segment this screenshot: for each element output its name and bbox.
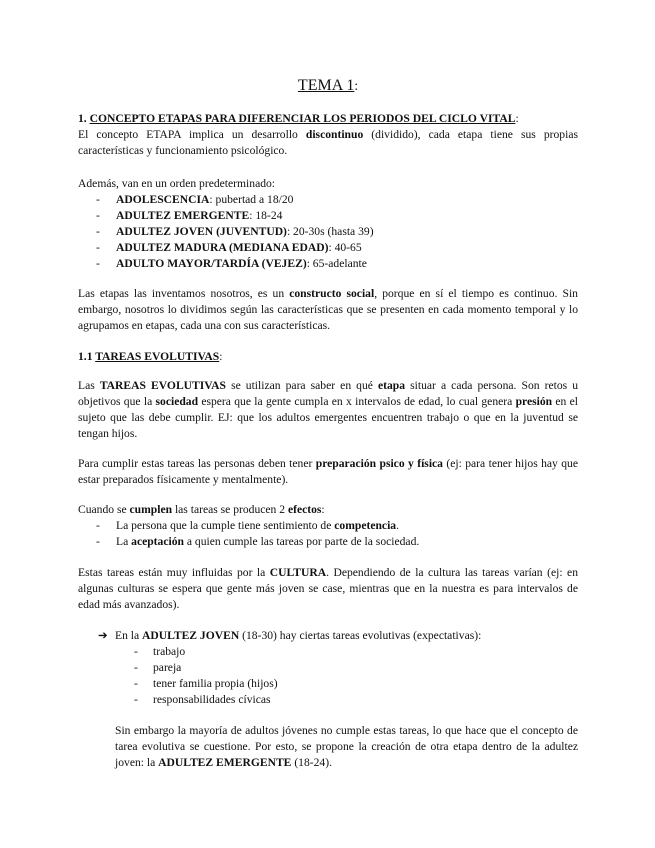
dash-marker: - (96, 535, 100, 548)
stage-name: ADULTO MAYOR/TARDÍA (VEJEZ) (116, 257, 307, 270)
section-1-1-colon: : (219, 350, 223, 363)
text-run: El concepto ETAPA implica un desarrollo (78, 128, 306, 141)
page-title (78, 76, 578, 96)
section-1-1-paragraph-3 (78, 502, 578, 518)
text-run: En la (115, 629, 143, 642)
section-1-title: CONCEPTO ETAPAS PARA DIFERENCIAR LOS PERIODOS DEL CICLO VITAL (89, 112, 516, 125)
stage-name: ADULTEZ MADURA (MEDIANA EDAD) (116, 241, 329, 254)
bold-run: presión (515, 395, 553, 408)
text-run: en el sujeto que las debe cumplir. EJ: que los adultos emergentes encuentren trabajo o que en la juventud se tengan hijos. (78, 395, 579, 440)
section-1-paragraph-1 (78, 127, 578, 159)
dash-marker: - (96, 225, 100, 238)
task-text: trabajo (153, 645, 186, 658)
text-run: La (116, 535, 132, 548)
list-item (78, 534, 578, 550)
text-run: . (396, 519, 400, 532)
section-1-heading (78, 111, 578, 127)
bold-run: constructo social (289, 287, 375, 300)
text-run: (18-24). (291, 756, 332, 769)
text-run: . Dependiendo de la cultura las tareas varían (ej: en algunas culturas se espera que gente más joven se case, mientras que en la nuestra es para intervalos de edad más avanzados). (78, 566, 578, 611)
stage-range: : 20-30s (hasta 39) (286, 225, 374, 238)
bold-run: TAREAS EVOLUTIVAS (99, 379, 226, 392)
list-item (134, 644, 534, 660)
text-run: Las etapas las inventamos nosotros, es un (78, 287, 290, 300)
task-text: tener familia propia (hijos) (153, 677, 278, 690)
dash-marker: - (134, 693, 138, 706)
stage-range: : 65-adelante (306, 257, 367, 270)
tasks-list (134, 644, 534, 708)
text-run: Estas tareas están muy influidas por la (78, 566, 270, 579)
stage-name: ADULTEZ EMERGENTE (116, 209, 250, 222)
list-item (134, 660, 534, 676)
section-1-1-paragraph-2 (78, 456, 578, 488)
arrow-item-text (115, 628, 481, 644)
dash-marker: - (96, 209, 100, 222)
text-run: espera que la gente cumpla en x intervalos de edad, lo cual genera (198, 395, 516, 408)
dash-marker: - (96, 193, 100, 206)
task-text: responsabilidades cívicas (153, 693, 271, 706)
task-text: pareja (153, 661, 182, 674)
dash-marker: - (134, 645, 138, 658)
list-item (78, 224, 578, 240)
list-item (134, 676, 534, 692)
section-1-1-paragraph-5 (115, 723, 578, 771)
stage-range: : pubertad a 18/20 (209, 193, 294, 206)
section-1-number: 1. (78, 112, 87, 125)
list-item (78, 192, 578, 208)
effects-list (78, 518, 578, 550)
text-run: La persona que la cumple tiene sentimiento de (116, 519, 335, 532)
bold-run: sociedad (155, 395, 199, 408)
list-item (78, 208, 578, 224)
section-1-paragraph-3 (78, 286, 578, 334)
text-run: Cuando se (78, 503, 130, 516)
list-item (78, 240, 578, 256)
text-run: Para cumplir estas tareas las personas deben tener (78, 457, 316, 470)
bold-run: ADULTEZ JOVEN (142, 629, 240, 642)
section-1-1-heading (78, 349, 578, 365)
section-1-1-title: TAREAS EVOLUTIVAS (95, 350, 220, 363)
title-text: TEMA 1 (297, 77, 355, 94)
text-run: a quien cumple las tareas por parte de la sociedad. (183, 535, 420, 548)
bold-run: efectos (287, 503, 322, 516)
bold-run: competencia (334, 519, 397, 532)
text-run: las tareas se producen 2 (172, 503, 288, 516)
stage-range: : 18-24 (249, 209, 283, 222)
stage-name: ADULTEZ JOVEN (JUVENTUD) (116, 225, 287, 238)
stages-list (78, 192, 578, 272)
dash-marker: - (96, 519, 100, 532)
text-run: se utilizan para saber en qué (226, 379, 378, 392)
bold-run: aceptación (131, 535, 184, 548)
list-item (78, 256, 578, 272)
arrow-right-icon: ➔ (98, 629, 108, 642)
text-run: (18-30) hay ciertas tareas evolutivas (expectativas): (239, 629, 482, 642)
list-item (78, 518, 578, 534)
bold-run: CULTURA (269, 566, 327, 579)
text-run: Sin embargo la mayoría de adultos jóvenes no cumple estas tareas, lo que hace que el concepto de tarea evolutiva se cuestione. Por esto, se propone la creación de otra etapa dentro de la adultez joven: la (115, 724, 578, 769)
list-item (134, 692, 534, 708)
bold-run: cumplen (129, 503, 173, 516)
section-1-1-paragraph-1 (78, 378, 578, 442)
bold-run: etapa (378, 379, 406, 392)
section-1-paragraph-2: Además, van en un orden predeterminado: (78, 177, 276, 190)
text-run: , porque en sí el tiempo es continuo. Sin embargo, nosotros lo dividimos según las características que se presenten en cada momento temporal y lo agrupamos en etapas, cada una con sus características. (78, 287, 578, 332)
section-1-colon: : (515, 112, 519, 125)
arrow-item (98, 628, 578, 644)
dash-marker: - (134, 661, 138, 674)
bold-run: ADULTEZ EMERGENTE (158, 756, 292, 769)
title-suffix: : (354, 78, 359, 93)
text-run: situar a cada persona. Son retos u objetivos que la (78, 379, 579, 408)
text-run: (dividido), cada etapa tiene sus propias características y funcionamiento psicológico. (78, 128, 578, 157)
dash-marker: - (96, 257, 100, 270)
section-1-1-number: 1.1 (78, 350, 96, 363)
dash-marker: - (96, 241, 100, 254)
text-run: : (321, 503, 325, 516)
text-run: (ej: para tener hijos hay que estar preparados físicamente y mentalmente). (78, 457, 578, 486)
stage-name: ADOLESCENCIA (116, 193, 210, 206)
text-run: Las (78, 379, 100, 392)
bold-run: discontinuo (305, 128, 364, 141)
dash-marker: - (134, 677, 138, 690)
section-1-1-paragraph-4 (78, 565, 578, 613)
stage-range: : 40-65 (328, 241, 362, 254)
bold-run: preparación psico y física (315, 457, 443, 470)
